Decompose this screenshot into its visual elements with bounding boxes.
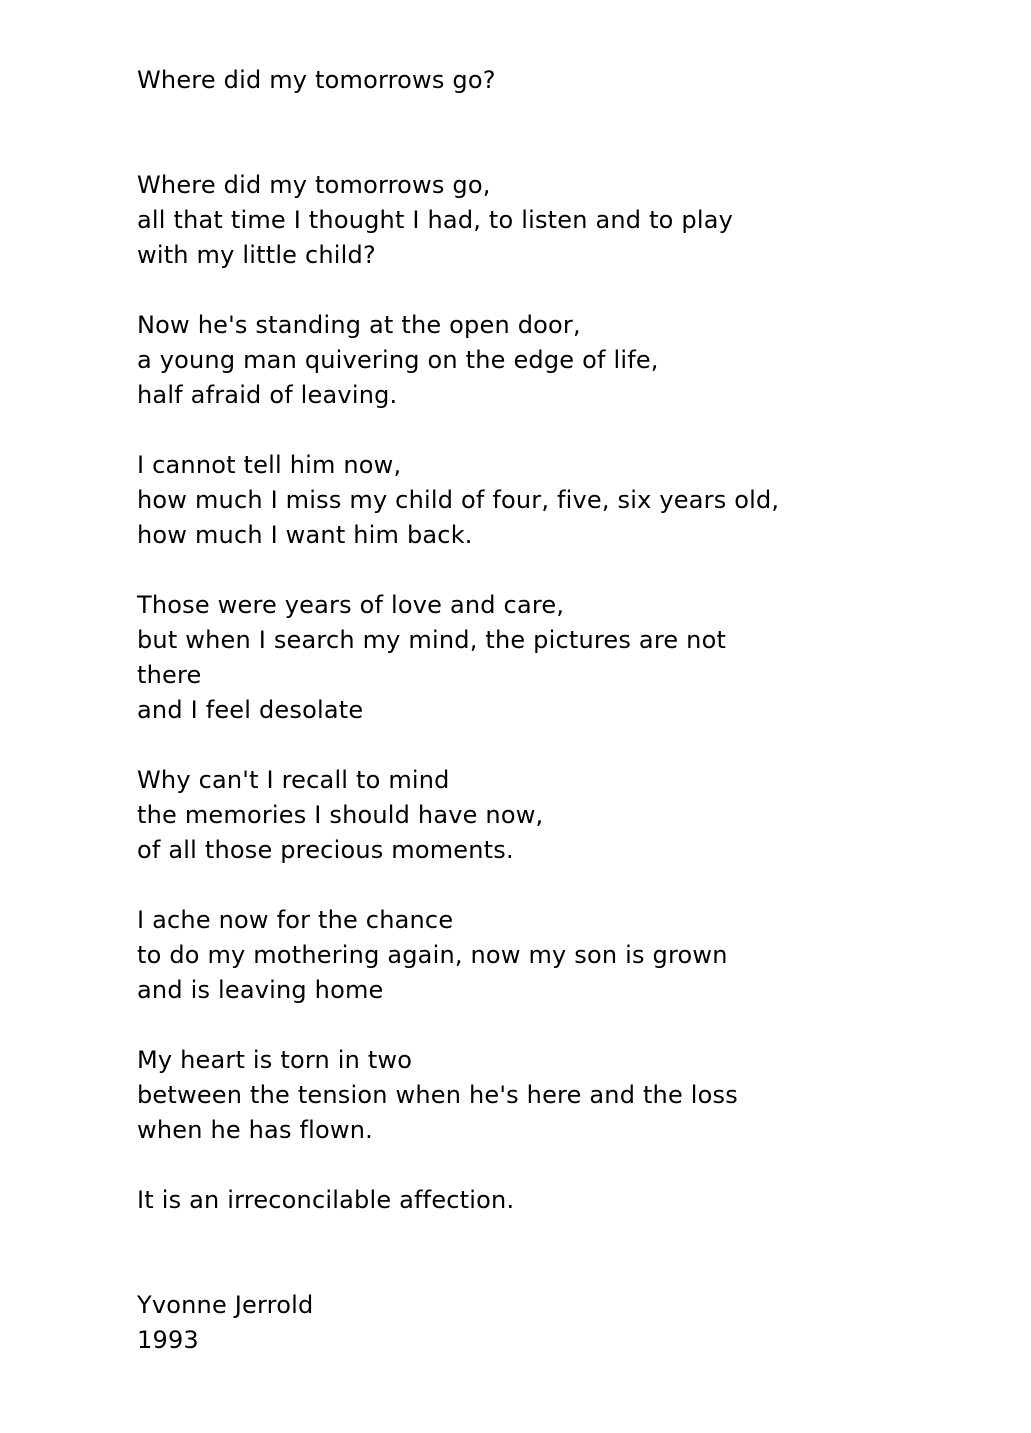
poem-line: with my little child? — [137, 241, 376, 269]
poem-line: Why can't I recall to mind — [137, 766, 450, 794]
poem-line: My heart is torn in two — [137, 1046, 413, 1074]
poem-year: 1993 — [137, 1326, 199, 1354]
poem-line: Now he's standing at the open door, — [137, 311, 581, 339]
poem-line: to do my mothering again, now my son is grown — [137, 941, 728, 969]
author-name: Yvonne Jerrold — [137, 1291, 314, 1319]
poem-line: how much I want him back. — [137, 521, 473, 549]
poem-line: I cannot tell him now, — [137, 451, 402, 479]
poem-line: a young man quivering on the edge of life, — [137, 346, 659, 374]
poem-line: Where did my tomorrows go, — [137, 171, 491, 199]
poem-line: the memories I should have now, — [137, 801, 544, 829]
poem-line: I ache now for the chance — [137, 906, 454, 934]
poem-line: and is leaving home — [137, 976, 384, 1004]
poem-line: Those were years of love and care, — [137, 591, 565, 619]
poem-line: between the tension when he's here and the loss — [137, 1081, 738, 1109]
poem-line: It is an irreconcilable affection. — [137, 1186, 515, 1214]
poem-line: half afraid of leaving. — [137, 381, 398, 409]
poem-line: but when I search my mind, the pictures are not — [137, 626, 727, 654]
poem-line: and I feel desolate — [137, 696, 364, 724]
poem-title: Where did my tomorrows go? — [137, 66, 496, 94]
poem-line: when he has flown. — [137, 1116, 373, 1144]
poem-line: of all those precious moments. — [137, 836, 514, 864]
poem-line: how much I miss my child of four, five, six years old, — [137, 486, 780, 514]
poem-line: all that time I thought I had, to listen and to play — [137, 206, 734, 234]
poem-line: there — [137, 661, 202, 689]
